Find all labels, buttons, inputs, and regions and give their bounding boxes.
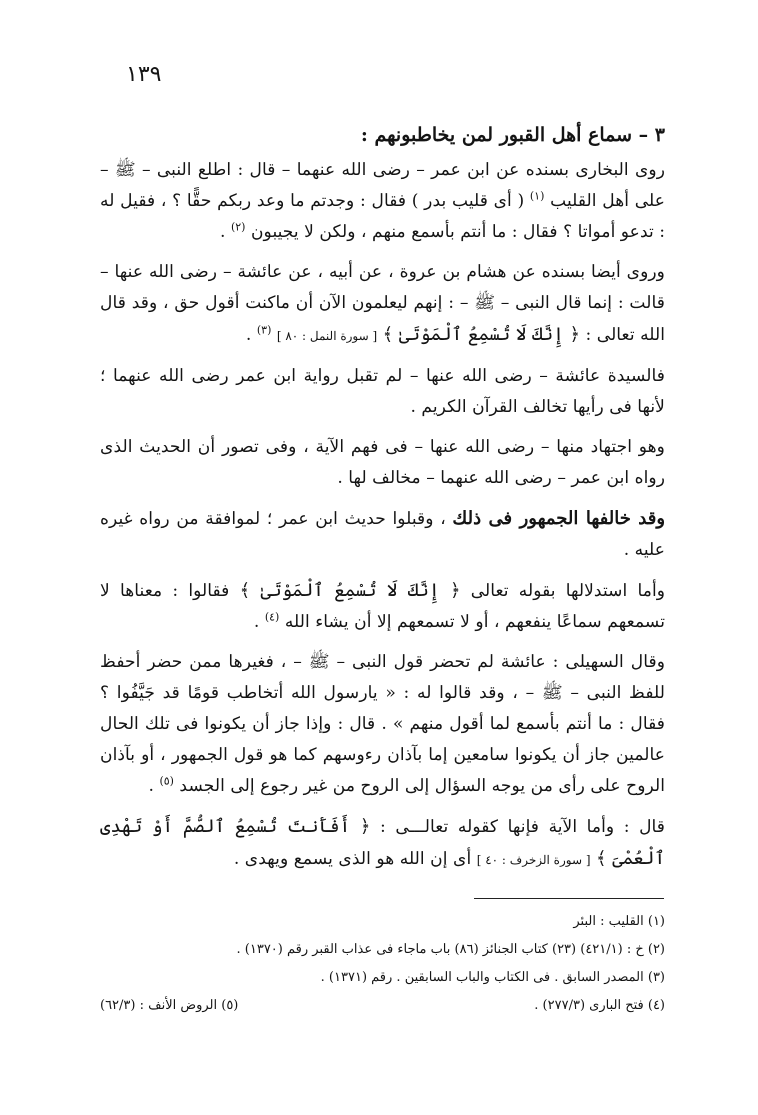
p6-text-b: فقالوا : معناها لا تسمعهم سماعًا ينفعهم ، أو لا تسمعهم إلا أن يشاء الله — [100, 581, 665, 632]
p1-text-a: روى البخارى بسنده عن ابن عمر – رضى الله عنهما – قال : اطلع النبى – ﷺ – على أهل القليب — [100, 160, 665, 211]
quran-verse-naml: ﴿ إِنَّكَ لَا تُسْمِعُ ٱلْمَوْتَىٰ ﴾ — [382, 324, 581, 345]
footnote-2: (٢) خ : (٤٢١/١) (٢٣) كتاب الجنائز (٨٦) باب ماجاء فى عذاب القبر رقم (١٣٧٠) . — [236, 942, 665, 957]
footnote-divider — [474, 898, 664, 899]
p5-bold-text: وقد خالفها الجمهور فى ذلك — [452, 508, 666, 529]
section-heading: ٣ – سماع أهل القبور لمن يخاطبونهم : — [360, 124, 665, 146]
footnote-ref-1[interactable]: (١) — [529, 189, 545, 203]
p6-text-a: وأما استدلالها بقوله تعالى — [470, 581, 666, 601]
quran-verse-zukhruf: ﴿ أَفَأَنتَ تُسْمِعُ ٱلصُّمَّ أَوْ تَهْدِى ٱلْعُمْىَ ﴾ — [100, 816, 665, 869]
paragraph-interpretation — [100, 575, 665, 638]
main-text — [100, 120, 665, 885]
sura-reference-zukhruf: [ سورة الزخرف : ٤٠ ] — [476, 853, 591, 867]
p7-text-c: . — [148, 776, 154, 796]
sura-reference-naml: [ سورة النمل : ٨٠ ] — [276, 329, 378, 343]
paragraph-verse-explanation — [100, 811, 665, 876]
footnote-1: (١) القليب : البئر — [573, 914, 665, 929]
p6-text-c: . — [253, 612, 260, 632]
paragraph-ijtihad: وهو اجتهاد منها – رضى الله عنها – فى فهم الآية ، وفى تصور أن الحديث الذى رواه ابن عمر – رضى الله عنهما – مخالف لها . — [100, 437, 665, 488]
paragraph-bukhari-ibn-umar — [100, 155, 665, 248]
paragraph-hisham-aisha — [100, 257, 665, 352]
footnote-ref-2[interactable]: (٢) — [230, 220, 246, 234]
footnote-ref-3[interactable]: (٣) — [256, 323, 272, 337]
footnote-5: (٥) الروض الأنف : (٦٢/٣) — [100, 998, 239, 1013]
footnote-row-4-5 — [100, 992, 665, 1020]
p2-text-c: . — [245, 325, 252, 345]
footnotes — [100, 908, 665, 1020]
p5-rest-text: ، وقبلوا حديث ابن عمر ؛ لموافقة من رواه غيره عليه . — [100, 509, 665, 560]
footnote-ref-4[interactable]: (٤) — [264, 610, 280, 624]
quran-verse-naml-repeat: ﴿ إِنَّكَ لَا تُسْمِعُ ٱلْمَوْتَىٰ ﴾ — [239, 580, 461, 601]
p1-text-c: . — [220, 222, 226, 242]
page-number: ١٣٩ — [126, 62, 162, 87]
p8-text-b: أى إن الله هو الذى يسمع ويهدى . — [233, 849, 472, 869]
paragraph-suhayli — [100, 647, 665, 802]
footnote-ref-5[interactable]: (٥) — [159, 774, 174, 788]
p2-text-a: وروى أيضا بسنده عن هشام بن عروة ، عن أبيه ، عن عائشة – رضى الله عنها – قالت : إنما قال النبى – ﷺ – : إنهم ليعلمون الآن أن ماكنت أقول حق ، وقد قال الله تعالى : — [100, 262, 665, 345]
p8-text-a: قال : وأما الآية فإنها كقوله تعالـــى : — [380, 817, 666, 837]
paragraph-majority — [100, 503, 665, 566]
p1-text-b: ( أى قليب بدر ) فقال : وجدتم ما وعد ربكم حقًّا ؟ ، فقيل له : تدعو أمواتا ؟ فقال : ما أنتم بأسمع منهم ، ولكن لا يجيبون — [100, 191, 665, 242]
footnote-3: (٣) المصدر السابق . فى الكتاب والباب السابقين . رقم (١٣٧١) . — [320, 970, 665, 985]
paragraph-aisha-rejection: فالسيدة عائشة – رضى الله عنها – لم تقبل رواية ابن عمر رضى الله عنهما ؛ لأنها فى رأيها تخالف القرآن الكريم . — [100, 366, 665, 417]
p7-text-a: وقال السهيلى : عائشة لم تحضر قول النبى – ﷺ – ، فغيرها ممن حضر أحفظ للفظ النبى – ﷺ – ، وقد قالوا له : « يارسول الله أتخاطب قومًا قد جَيَّفُوا ؟ فقال : ما أنتم بأسمع لما أقول منهم » . قال : وإذا جاز أن يكونوا فى تلك الحال عالمين جاز أن يكونوا سامعين إما بآذان رءوسهم كما هو قول الجمهور ، أو بآذان الروح على رأى من يوجه السؤال إلى الروح من غير رجوع إلى الجسد — [100, 652, 665, 796]
footnote-4: (٤) فتح البارى (٢٧٧/٣) . — [534, 998, 665, 1013]
